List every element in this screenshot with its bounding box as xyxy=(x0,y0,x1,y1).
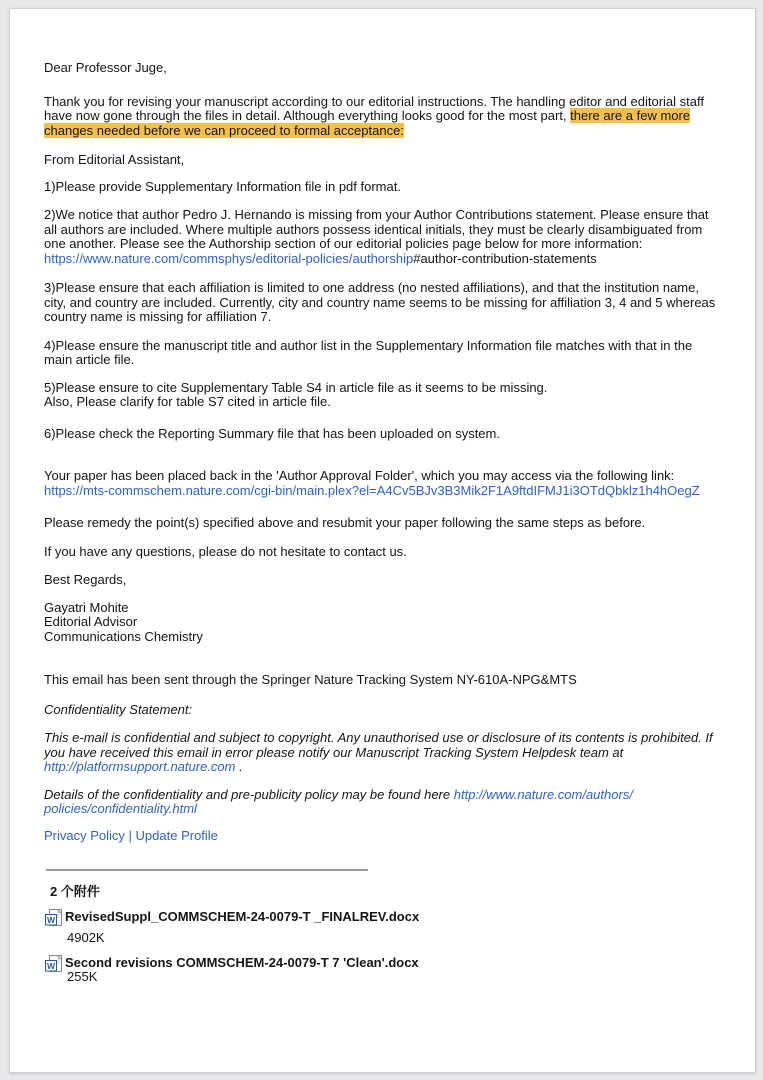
svg-text:W: W xyxy=(46,915,56,925)
signature-name: Gayatri Mohite xyxy=(44,599,129,615)
from-line: From Editorial Assistant, xyxy=(44,152,185,167)
email-body-card xyxy=(9,8,756,1073)
confidentiality-policy-link-line2: policies/confidentiality.html xyxy=(44,801,197,816)
confidentiality-tail: . xyxy=(235,759,243,774)
confidentiality-paragraph xyxy=(44,731,723,775)
remedy-line: Please remedy the point(s) specified above and resubmit your paper following the same steps as before. xyxy=(44,515,646,530)
footer-links xyxy=(44,829,723,844)
questions-line: If you have any questions, please do not hesitate to contact us. xyxy=(44,543,407,559)
attachments-header: 2 个附件 xyxy=(50,884,100,899)
privacy-policy-link[interactable]: Privacy Policy xyxy=(44,827,125,843)
list-item-5 xyxy=(44,381,723,410)
policy-details-paragraph xyxy=(44,788,723,817)
authorship-policy-link[interactable]: https://www.nature.com/commsphys/editorial-policies/authorship xyxy=(44,250,414,266)
attachment-info xyxy=(65,909,419,946)
list-item-1: 1)Please provide Supplementary Information file in pdf format. xyxy=(44,178,401,194)
attachment-item[interactable] xyxy=(45,955,723,985)
attachment-size: 4902K xyxy=(67,930,105,945)
manuscript-folder-link[interactable]: https://mts-commschem.nature.com/cgi-bin/main.plex?el=A4Cv5BJv3B3Mik2F1A9ftdIFMJ1i3OTdQbklz1h4hOegZ xyxy=(44,482,700,498)
attachment-size: 255K xyxy=(67,968,98,984)
list-item-2 xyxy=(44,208,723,266)
platform-support-link[interactable]: http://platformsupport.nature.com xyxy=(44,759,236,774)
list-item-4: 4)Please ensure the manuscript title and author list in the Supplementary Information file matches with that in the main article file. xyxy=(44,337,693,367)
list-item-3: 3)Please ensure that each affiliation is limited to one address (no nested affiliations), and that the institution name, city, and country are included. Currently, city and country name seems to be missing for affiliation 3, 4 and 5 whereas country name is missing for affiliation 7. xyxy=(44,280,716,324)
svg-text:W: W xyxy=(46,960,56,971)
update-profile-link[interactable]: Update Profile xyxy=(135,827,218,843)
word-doc-icon xyxy=(45,909,63,927)
greeting: Dear Professor Juge, xyxy=(44,60,167,75)
intro-text: Thank you for revising your manuscript according to our editorial instructions. The handling editor and editorial staff have now gone through the files in detail. Although everything looks good for the most part, xyxy=(44,93,704,123)
confidentiality-policy-link-line1: http://www.nature.com/authors/ xyxy=(453,786,633,802)
confidentiality-title: Confidentiality Statement: xyxy=(44,701,193,717)
signature-journal: Communications Chemistry xyxy=(44,628,203,644)
intro-paragraph xyxy=(44,95,723,139)
word-doc-icon xyxy=(45,955,63,973)
confidentiality-text: This e-mail is confidential and subject to copyright. Any unauthorised use or disclosure of its contents is prohibited. If you have received this email in error please notify our Manuscript Tracking System Helpdesk team at xyxy=(44,730,713,760)
sent-through-line: This email has been sent through the Springer Nature Tracking System NY-610A-NPG&MTS xyxy=(44,672,577,687)
signature-role: Editorial Advisor xyxy=(44,614,138,629)
folder-paragraph xyxy=(44,469,723,498)
regards-line: Best Regards, xyxy=(44,572,127,587)
attachment-name: Second revisions COMMSCHEM-24-0079-T 7 'Clean'.docx xyxy=(65,954,419,970)
attachment-item[interactable] xyxy=(45,909,723,946)
signature-block xyxy=(44,601,723,645)
item-5-line-2: Also, Please clarify for table S7 cited in article file. xyxy=(44,394,331,409)
list-item-6: 6)Please check the Reporting Summary file that has been uploaded on system. xyxy=(44,425,500,441)
item-2-text: 2)We notice that author Pedro J. Hernando is missing from your Author Contributions statement. Please ensure that all authors are included. Where multiple authors possess identical initials, they must be clearly disambiguated from one another. Please see the Authorship section of our editorial policies page below for more information: xyxy=(44,207,709,251)
item-5-line-1: 5)Please ensure to cite Supplementary Table S4 in article file as it seems to be missing. xyxy=(44,379,548,395)
intro-highlighted-text: there are a few more changes needed before we can proceed to formal acceptance: xyxy=(44,108,691,138)
attachments-divider xyxy=(46,869,368,871)
item-2-link-suffix: #author-contribution-statements xyxy=(413,250,597,266)
attachment-name: RevisedSuppl_COMMSCHEM-24-0079-T _FINALREV.docx xyxy=(65,909,420,924)
folder-text: Your paper has been placed back in the 'Author Approval Folder', which you may access via the following link: xyxy=(44,468,675,483)
footer-separator: | xyxy=(124,827,136,843)
attachment-info xyxy=(65,955,419,985)
policy-details-text: Details of the confidentiality and pre-publicity policy may be found here xyxy=(44,786,454,802)
